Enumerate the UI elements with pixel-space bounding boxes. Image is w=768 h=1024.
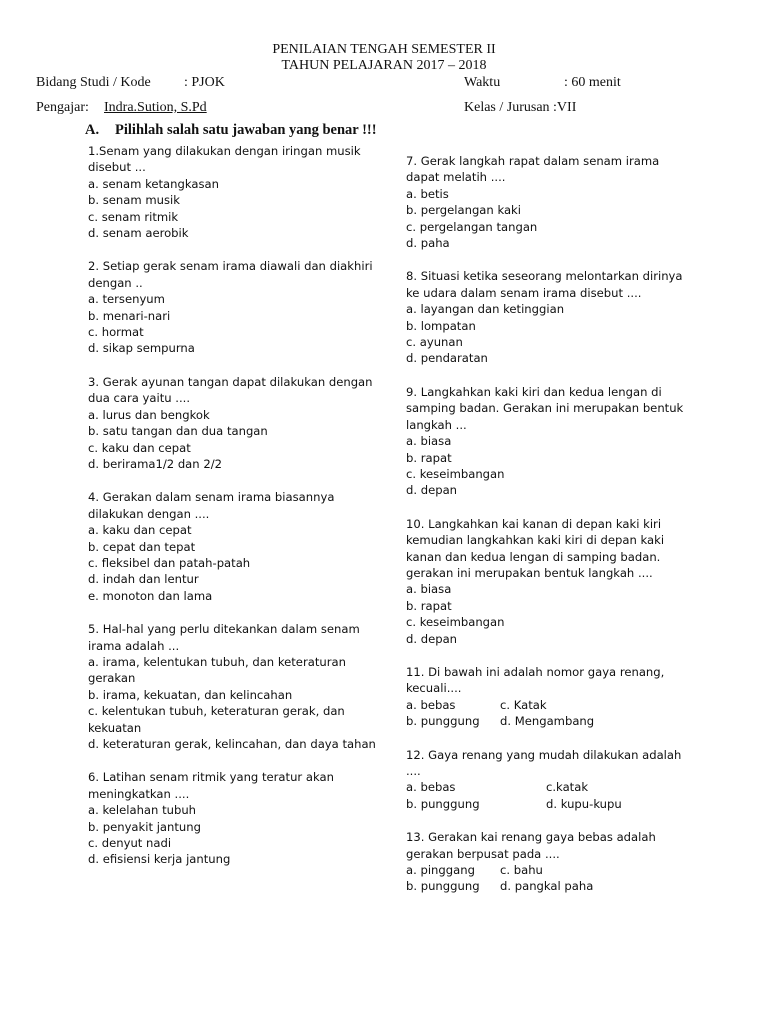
subject-value: : PJOK [184,75,225,90]
answer-option: b. punggung [406,879,480,894]
question-stem: 11. Di bawah ini adalah nomor gaya renang, kecuali.... [406,664,665,696]
answer-option: b. rapat [406,450,452,465]
answer-option: b. punggung [406,714,480,729]
answer-option: c.katak [546,780,589,795]
question-11 [406,664,696,730]
answer-option: d. pangkal paha [500,879,594,894]
question-stem: 9. Langkahkan kaki kiri dan kedua lengan di samping badan. Gerakan ini merupakan bentuk langkah ... [406,384,684,432]
answer-option: d. depan [406,483,458,498]
answer-option: a. lurus dan bengkok [88,407,210,422]
question-item [406,384,696,499]
answer-option: b. irama, kekuatan, dan kelincahan [88,687,293,702]
answer-option: c. bahu [500,863,543,878]
teacher-name: Indra.Sution, S.Pd [104,100,207,115]
answer-option: e. monoton dan lama [88,588,213,603]
time-label: Waktu [464,75,501,90]
exam-title: PENILAIAN TENGAH SEMESTER II [272,42,496,57]
answer-option: c. kelentukan tubuh, keteraturan gerak, dan kekuatan [88,704,345,735]
answer-option: c. Katak [500,697,547,712]
answer-option: c. kaku dan cepat [88,440,191,455]
answer-option: d. indah dan lentur [88,572,199,587]
answer-option: d. kupu-kupu [546,796,622,811]
answer-option: c. senam ritmik [88,209,179,224]
teacher-label: Pengajar: [36,100,89,115]
answer-option: b. pergelangan kaki [406,203,521,218]
answer-option: a. betis [406,186,449,201]
answer-option: c. fleksibel dan patah-patah [88,555,251,570]
answer-option: d. keteraturan gerak, kelincahan, dan daya tahan [88,737,376,751]
answer-option: d. paha [406,236,450,251]
question-stem: 1.Senam yang dilakukan dengan iringan musik disebut ... [88,144,361,175]
question-item [88,143,388,241]
question-item [406,268,696,366]
question-stem: 5. Hal-hal yang perlu ditekankan dalam senam irama adalah ... [88,622,360,653]
answer-option: b. satu tangan dan dua tangan [88,424,268,439]
answer-option: c. hormat [88,325,144,340]
answer-option: b. punggung [406,796,480,811]
question-item [88,374,388,472]
question-item [88,621,388,752]
answer-option: b. lompatan [406,318,476,333]
section-heading [85,122,388,139]
answer-option: b. senam musik [88,193,180,208]
question-item [88,258,388,356]
time-value: : 60 menit [564,75,621,90]
subject-label: Bidang Studi / Kode [36,75,151,90]
answer-option: a. kelelahan tubuh [88,803,197,818]
answer-option: d. efisiensi kerja jantung [88,852,231,867]
answer-option: d. Mengambang [500,714,595,729]
answer-option: a. biasa [406,434,452,449]
answer-option: a. irama, kelentukan tubuh, dan keteraturan gerakan [88,654,346,686]
question-stem: 2. Setiap gerak senam irama diawali dan diakhiri dengan .. [88,259,373,290]
answer-option: a. senam ketangkasan [88,176,219,191]
question-12 [406,747,696,813]
answer-option: d. pendaratan [406,351,488,366]
question-stem: 13. Gerakan kai renang gaya bebas adalah gerakan berpusat pada .... [406,830,656,861]
answer-option: a. kaku dan cepat [88,523,192,538]
question-stem: 4. Gerakan dalam senam irama biasannya dilakukan dengan .... [88,490,335,521]
right-column [406,153,696,912]
class-label: Kelas / Jurusan :VII [464,100,577,115]
right-question-list [406,153,696,647]
question-stem: 10. Langkahkan kai kanan di depan kaki kiri kemudian langkahkan kaki kiri di depan kaki kanan dan kedua lengan di samping badan. gerakan ini merupakan bentuk langkah .... [406,516,665,580]
academic-year: TAHUN PELAJARAN 2017 – 2018 [281,58,487,73]
answer-option: a. layangan dan ketinggian [406,302,565,317]
section-instruction: Pilihlah salah satu jawaban yang benar !!! [115,122,377,138]
question-13 [406,829,696,895]
answer-option: d. sikap sempurna [88,341,195,356]
answer-option: a. tersenyum [88,292,165,307]
question-stem: 6. Latihan senam ritmik yang teratur akan meningkatkan .... [88,770,334,801]
answer-option: a. bebas [406,780,456,795]
answer-option: c. ayunan [406,335,463,350]
question-stem: 7. Gerak langkah rapat dalam senam irama dapat melatih .... [406,154,660,185]
answer-option: c. keseimbangan [406,466,505,481]
answer-option: c. pergelangan tangan [406,219,538,234]
answer-option: b. cepat dan tepat [88,539,196,554]
question-item [406,153,696,251]
answer-option: a. biasa [406,582,452,597]
question-item [88,769,388,867]
answer-option: a. pinggang [406,863,475,878]
question-item [406,516,696,647]
answer-option: a. bebas [406,697,456,712]
answer-option: d. depan [406,631,458,646]
answer-option: d. senam aerobik [88,226,189,241]
question-stem: 12. Gaya renang yang mudah dilakukan adalah .... [406,747,682,778]
answer-option: b. penyakit jantung [88,819,201,834]
answer-option: c. denyut nadi [88,836,172,851]
question-stem: 3. Gerak ayunan tangan dapat dilakukan dengan dua cara yaitu .... [88,374,373,406]
section-letter: A. [85,122,100,138]
left-column [85,122,388,885]
left-question-list [88,143,388,868]
answer-option: b. menari-nari [88,308,171,323]
answer-option: c. keseimbangan [406,615,505,630]
question-item [88,489,388,604]
question-stem: 8. Situasi ketika seseorang melontarkan dirinya ke udara dalam senam irama disebut .... [406,269,683,300]
answer-option: b. rapat [406,598,452,613]
answer-option: d. berirama1/2 dan 2/2 [88,456,222,471]
